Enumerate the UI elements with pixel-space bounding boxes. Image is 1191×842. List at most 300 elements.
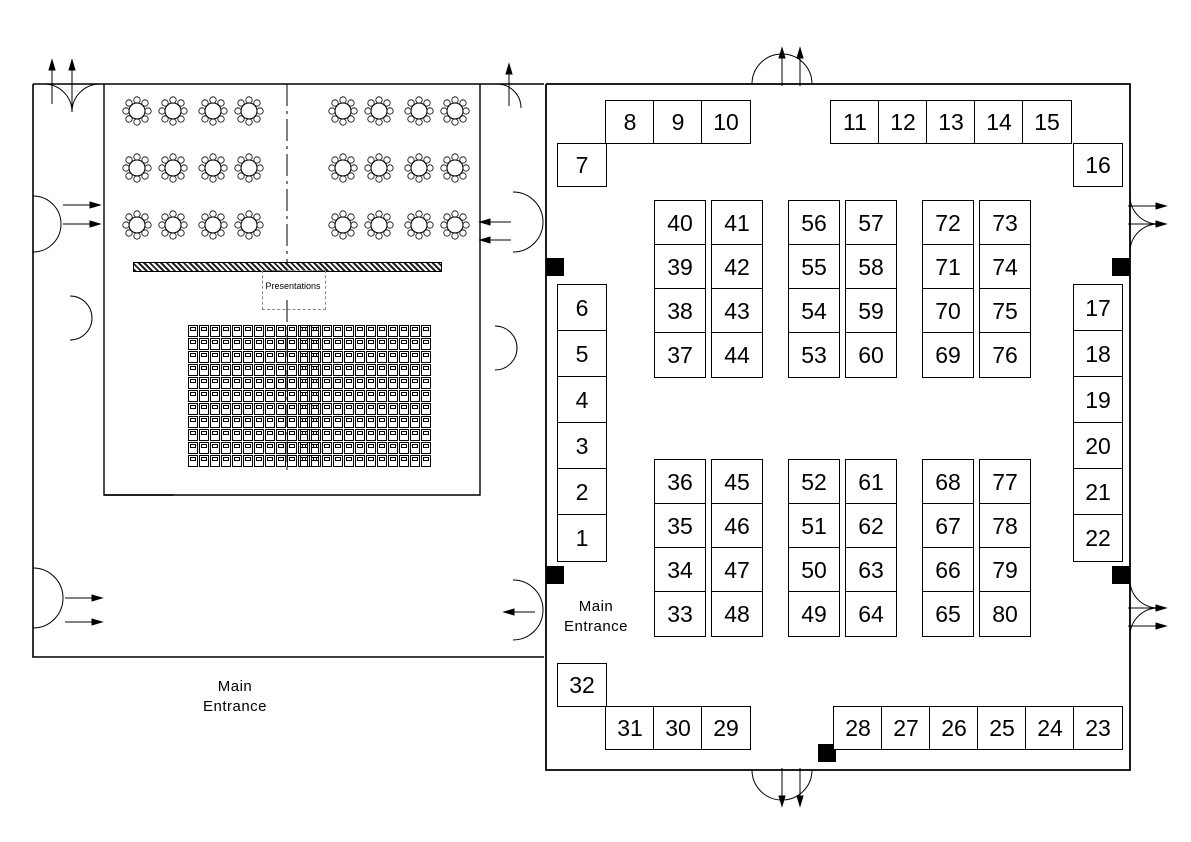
chair [221, 403, 231, 415]
chair [322, 351, 332, 363]
chair [421, 416, 431, 428]
round-table [236, 212, 262, 238]
chair [265, 403, 275, 415]
chair [276, 429, 286, 441]
chair [243, 351, 253, 363]
booth-18[interactable]: 18 [1073, 330, 1123, 378]
booth-39[interactable]: 39 [654, 244, 706, 290]
chair [366, 338, 376, 350]
booth-61[interactable]: 61 [845, 459, 897, 505]
booth-14[interactable]: 14 [974, 100, 1024, 144]
chair [221, 455, 231, 467]
chair-row [300, 442, 432, 454]
chair [210, 442, 220, 454]
chair [421, 377, 431, 389]
chair [221, 338, 231, 350]
chair [377, 390, 387, 402]
booth-50[interactable]: 50 [788, 547, 840, 593]
chair [366, 416, 376, 428]
round-table [442, 155, 468, 181]
chair [265, 351, 275, 363]
chair [265, 455, 275, 467]
round-table [200, 155, 226, 181]
booth-70[interactable]: 70 [922, 288, 974, 334]
chair [199, 377, 209, 389]
booth-73[interactable]: 73 [979, 200, 1031, 246]
chair [232, 429, 242, 441]
booth-24[interactable]: 24 [1025, 706, 1075, 750]
chair [210, 403, 220, 415]
chair [276, 338, 286, 350]
booth-76[interactable]: 76 [979, 332, 1031, 378]
chair [399, 377, 409, 389]
chair [265, 442, 275, 454]
chair [388, 390, 398, 402]
chair [377, 416, 387, 428]
chair [188, 403, 198, 415]
chair [221, 325, 231, 337]
chair [300, 377, 310, 389]
chair [287, 442, 297, 454]
chair [221, 377, 231, 389]
booth-25[interactable]: 25 [977, 706, 1027, 750]
chair [232, 325, 242, 337]
chair [254, 455, 264, 467]
booth-42[interactable]: 42 [711, 244, 763, 290]
chair [300, 455, 310, 467]
chair [188, 390, 198, 402]
chair [333, 338, 343, 350]
booth-12[interactable]: 12 [878, 100, 928, 144]
booth-59[interactable]: 59 [845, 288, 897, 334]
booth-16[interactable]: 16 [1073, 143, 1123, 187]
booth-10[interactable]: 10 [701, 100, 751, 144]
chair [265, 390, 275, 402]
booth-32[interactable]: 32 [557, 663, 607, 707]
chair [232, 390, 242, 402]
booth-35[interactable]: 35 [654, 503, 706, 549]
booth-46[interactable]: 46 [711, 503, 763, 549]
chair [322, 442, 332, 454]
booth-69[interactable]: 69 [922, 332, 974, 378]
booth-3[interactable]: 3 [557, 422, 607, 470]
chair [254, 364, 264, 376]
chair [355, 325, 365, 337]
booth-47[interactable]: 47 [711, 547, 763, 593]
chair [265, 325, 275, 337]
chair [287, 403, 297, 415]
chair [333, 390, 343, 402]
booth-40[interactable]: 40 [654, 200, 706, 246]
chair [344, 442, 354, 454]
chair [254, 429, 264, 441]
chair [410, 416, 420, 428]
chair [232, 403, 242, 415]
round-table [442, 98, 468, 124]
booth-72[interactable]: 72 [922, 200, 974, 246]
chair [355, 377, 365, 389]
chair [410, 325, 420, 337]
booth-45[interactable]: 45 [711, 459, 763, 505]
chair [322, 325, 332, 337]
booth-34[interactable]: 34 [654, 547, 706, 593]
booth-2[interactable]: 2 [557, 468, 607, 516]
chair [243, 429, 253, 441]
chair [276, 351, 286, 363]
round-table [330, 98, 356, 124]
booth-52[interactable]: 52 [788, 459, 840, 505]
chair [276, 390, 286, 402]
chair [243, 403, 253, 415]
chair [232, 364, 242, 376]
chair [344, 390, 354, 402]
booth-29[interactable]: 29 [701, 706, 751, 750]
booth-7[interactable]: 7 [557, 143, 607, 187]
booth-21[interactable]: 21 [1073, 468, 1123, 516]
chair [322, 416, 332, 428]
chair [221, 442, 231, 454]
chair [265, 429, 275, 441]
chair [311, 390, 321, 402]
booth-27[interactable]: 27 [881, 706, 931, 750]
chair [421, 325, 431, 337]
chair [210, 364, 220, 376]
chair [311, 429, 321, 441]
booth-48[interactable]: 48 [711, 591, 763, 637]
booth-19[interactable]: 19 [1073, 376, 1123, 424]
booth-79[interactable]: 79 [979, 547, 1031, 593]
round-table [330, 212, 356, 238]
chair [344, 377, 354, 389]
chair [199, 390, 209, 402]
booth-68[interactable]: 68 [922, 459, 974, 505]
chair [410, 442, 420, 454]
booth-8[interactable]: 8 [605, 100, 655, 144]
chair [199, 416, 209, 428]
chair [188, 364, 198, 376]
chair [265, 338, 275, 350]
chair [421, 442, 431, 454]
chair [232, 442, 242, 454]
booth-57[interactable]: 57 [845, 200, 897, 246]
chair [199, 403, 209, 415]
chair [243, 377, 253, 389]
round-table [124, 155, 150, 181]
chair [344, 325, 354, 337]
booth-9[interactable]: 9 [653, 100, 703, 144]
chair [377, 455, 387, 467]
chair [210, 455, 220, 467]
booth-44[interactable]: 44 [711, 332, 763, 378]
chair [333, 403, 343, 415]
chair-row [300, 455, 432, 467]
chair [388, 364, 398, 376]
chair [232, 351, 242, 363]
booth-78[interactable]: 78 [979, 503, 1031, 549]
chair [210, 325, 220, 337]
booth-60[interactable]: 60 [845, 332, 897, 378]
round-table [124, 212, 150, 238]
chair [366, 377, 376, 389]
booth-53[interactable]: 53 [788, 332, 840, 378]
chair [388, 351, 398, 363]
round-table [200, 212, 226, 238]
chair [311, 351, 321, 363]
chair [355, 390, 365, 402]
chair [254, 351, 264, 363]
chair [399, 325, 409, 337]
chair [276, 416, 286, 428]
booth-22[interactable]: 22 [1073, 514, 1123, 562]
chair [377, 351, 387, 363]
chair [300, 351, 310, 363]
pillar-top-left [546, 258, 564, 276]
booth-1[interactable]: 1 [557, 514, 607, 562]
booth-75[interactable]: 75 [979, 288, 1031, 334]
chair [254, 403, 264, 415]
chair [311, 442, 321, 454]
chair [243, 416, 253, 428]
round-table [366, 98, 392, 124]
booth-71[interactable]: 71 [922, 244, 974, 290]
pillar-top-right [1112, 258, 1130, 276]
booth-80[interactable]: 80 [979, 591, 1031, 637]
chair [265, 364, 275, 376]
booth-63[interactable]: 63 [845, 547, 897, 593]
chair [221, 429, 231, 441]
booth-64[interactable]: 64 [845, 591, 897, 637]
chair [410, 338, 420, 350]
chair [322, 338, 332, 350]
chair [254, 442, 264, 454]
chair [333, 442, 343, 454]
booth-37[interactable]: 37 [654, 332, 706, 378]
chair [355, 351, 365, 363]
chair [276, 325, 286, 337]
chair [311, 325, 321, 337]
round-table [406, 212, 432, 238]
chair [188, 377, 198, 389]
chair [388, 416, 398, 428]
left-hall-entrance-label-line2: Entrance [202, 698, 268, 715]
chair [243, 442, 253, 454]
chair [399, 403, 409, 415]
chair [232, 455, 242, 467]
booth-74[interactable]: 74 [979, 244, 1031, 290]
round-table [236, 155, 262, 181]
booth-6[interactable]: 6 [557, 284, 607, 332]
chair [210, 351, 220, 363]
chair [388, 455, 398, 467]
booth-49[interactable]: 49 [788, 591, 840, 637]
chair [254, 416, 264, 428]
booth-4[interactable]: 4 [557, 376, 607, 424]
chair [243, 364, 253, 376]
chair-row [300, 364, 432, 376]
booth-67[interactable]: 67 [922, 503, 974, 549]
pillar-bottom-left [546, 566, 564, 584]
round-table [160, 155, 186, 181]
chair [276, 403, 286, 415]
chair [366, 455, 376, 467]
round-table [442, 212, 468, 238]
booth-20[interactable]: 20 [1073, 422, 1123, 470]
chair [399, 429, 409, 441]
booth-28[interactable]: 28 [833, 706, 883, 750]
chair [210, 416, 220, 428]
chair [421, 351, 431, 363]
chair [355, 429, 365, 441]
chair [254, 325, 264, 337]
chair-row [300, 416, 432, 428]
chair [322, 403, 332, 415]
chair [265, 377, 275, 389]
chair [366, 390, 376, 402]
round-table [330, 155, 356, 181]
round-table [236, 98, 262, 124]
chair [322, 455, 332, 467]
chair [287, 364, 297, 376]
chair [300, 403, 310, 415]
chair [210, 338, 220, 350]
chair [344, 364, 354, 376]
chair [377, 429, 387, 441]
chair [410, 377, 420, 389]
chair [333, 429, 343, 441]
chair [254, 390, 264, 402]
chair [243, 455, 253, 467]
chair [377, 325, 387, 337]
round-table [406, 98, 432, 124]
chair [421, 429, 431, 441]
booth-36[interactable]: 36 [654, 459, 706, 505]
booth-58[interactable]: 58 [845, 244, 897, 290]
chair [322, 377, 332, 389]
chair [333, 351, 343, 363]
chair [421, 364, 431, 376]
right-hall-entrance-label-line1: Main [578, 598, 614, 615]
chair [287, 390, 297, 402]
booth-41[interactable]: 41 [711, 200, 763, 246]
chair [300, 325, 310, 337]
round-table [366, 155, 392, 181]
chair [188, 416, 198, 428]
chair [366, 403, 376, 415]
chair [311, 364, 321, 376]
chair [221, 364, 231, 376]
round-table [124, 98, 150, 124]
chair [210, 390, 220, 402]
left-hall-entrance-label-line1: Main [217, 678, 253, 695]
chair-row [300, 325, 432, 337]
right-hall-entrance-label-line2: Entrance [563, 618, 629, 635]
chair [333, 364, 343, 376]
booth-54[interactable]: 54 [788, 288, 840, 334]
booth-51[interactable]: 51 [788, 503, 840, 549]
round-table [366, 212, 392, 238]
chair [366, 364, 376, 376]
chair [355, 455, 365, 467]
chair [254, 338, 264, 350]
booth-15[interactable]: 15 [1022, 100, 1072, 144]
booth-31[interactable]: 31 [605, 706, 655, 750]
chair [355, 364, 365, 376]
booth-62[interactable]: 62 [845, 503, 897, 549]
chair [188, 442, 198, 454]
chair [388, 338, 398, 350]
chair [388, 403, 398, 415]
chair [399, 338, 409, 350]
booth-43[interactable]: 43 [711, 288, 763, 334]
chair [199, 429, 209, 441]
chair [199, 455, 209, 467]
booth-5[interactable]: 5 [557, 330, 607, 378]
presentations-label: Presentations [265, 281, 321, 291]
chair [333, 416, 343, 428]
chair [210, 377, 220, 389]
chair [377, 338, 387, 350]
chair [322, 364, 332, 376]
booth-65[interactable]: 65 [922, 591, 974, 637]
chair [399, 364, 409, 376]
chair [399, 351, 409, 363]
booth-33[interactable]: 33 [654, 591, 706, 637]
chair [300, 429, 310, 441]
booth-17[interactable]: 17 [1073, 284, 1123, 332]
chair [421, 403, 431, 415]
booth-23[interactable]: 23 [1073, 706, 1123, 750]
chair [243, 338, 253, 350]
chair-row [300, 377, 432, 389]
chair [344, 351, 354, 363]
booth-66[interactable]: 66 [922, 547, 974, 593]
chair [333, 325, 343, 337]
chair [410, 455, 420, 467]
chair [276, 442, 286, 454]
chair [210, 429, 220, 441]
booth-55[interactable]: 55 [788, 244, 840, 290]
chair [355, 442, 365, 454]
booth-26[interactable]: 26 [929, 706, 979, 750]
chair [199, 364, 209, 376]
chair-row [300, 338, 432, 350]
chair [300, 442, 310, 454]
chair [421, 455, 431, 467]
chair [355, 403, 365, 415]
chair [377, 377, 387, 389]
booth-11[interactable]: 11 [830, 100, 880, 144]
chair [199, 325, 209, 337]
chair [276, 364, 286, 376]
booth-38[interactable]: 38 [654, 288, 706, 334]
booth-56[interactable]: 56 [788, 200, 840, 246]
booth-77[interactable]: 77 [979, 459, 1031, 505]
chair [344, 403, 354, 415]
booth-30[interactable]: 30 [653, 706, 703, 750]
chair [322, 390, 332, 402]
chair [377, 442, 387, 454]
round-table [160, 212, 186, 238]
chair [377, 403, 387, 415]
chair [199, 338, 209, 350]
round-table [406, 155, 432, 181]
chair [388, 429, 398, 441]
chair [287, 338, 297, 350]
booth-13[interactable]: 13 [926, 100, 976, 144]
chair [410, 351, 420, 363]
chair [221, 351, 231, 363]
chair [287, 325, 297, 337]
